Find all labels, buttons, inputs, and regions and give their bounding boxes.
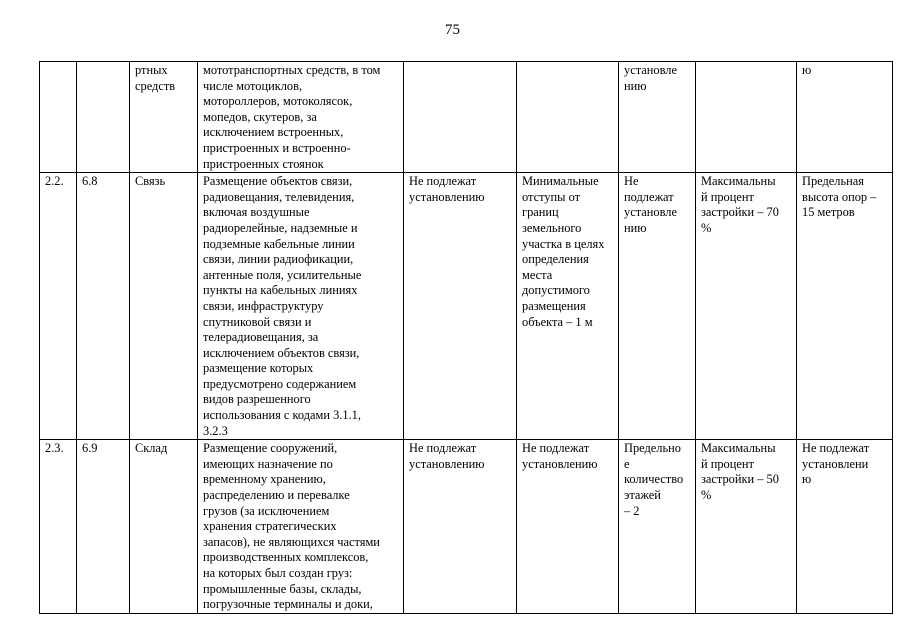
table-row [40,173,893,440]
table-row [40,440,893,614]
use-code-cell: 6.8 [77,173,130,440]
other-params-cell: Предельная высота опор – 15 метров [797,173,893,440]
use-description-cell: мототранспортных средств, в том числе мотоциклов, мотороллеров, мотоколясок, мопедов, скутеров, за исключением встроенных, пристроенных и встроенно- пристроенных стоянок [198,62,404,173]
row-number-cell [40,62,77,173]
floors-cell: Не подлежат установле нию [619,173,696,440]
row-number-cell: 2.3. [40,440,77,614]
coverage-cell: Максимальны й процент застройки – 50 % [696,440,797,614]
use-name-cell: Связь [130,173,198,440]
floors-cell: установле нию [619,62,696,173]
use-code-cell: 6.9 [77,440,130,614]
use-name-cell: ртных средств [130,62,198,173]
plot-size-cell: Не подлежат установлению [404,173,517,440]
table-row [40,62,893,173]
use-code-cell [77,62,130,173]
coverage-cell [696,62,797,173]
regulations-table [39,61,893,614]
use-description-cell: Размещение объектов связи, радиовещания, телевидения, включая воздушные радиорелейные, надземные и подземные кабельные линии связи, линии радиофикации, антенные поля, усилительные пункты на кабельных линиях связи, инфраструктуру спутниковой связи и телерадиовещания, за исключением объектов связи, размещение которых предусмотрено содержанием видов разрешенного использования с кодами 3.1.1, 3.2.3 [198,173,404,440]
plot-size-cell: Не подлежат установлению [404,440,517,614]
plot-size-cell [404,62,517,173]
other-params-cell: ю [797,62,893,173]
setbacks-cell [517,62,619,173]
other-params-cell: Не подлежат установлени ю [797,440,893,614]
row-number-cell: 2.2. [40,173,77,440]
setbacks-cell: Минимальные отступы от границ земельного участка в целях определения места допустимого размещения объекта – 1 м [517,173,619,440]
page-number: 75 [445,22,460,38]
use-name-cell: Склад [130,440,198,614]
floors-cell: Предельно е количество этажей – 2 [619,440,696,614]
setbacks-cell: Не подлежат установлению [517,440,619,614]
coverage-cell: Максимальны й процент застройки – 70 % [696,173,797,440]
use-description-cell: Размещение сооружений, имеющих назначение по временному хранению, распределению и перевалке грузов (за исключением хранения стратегических запасов), не являющихся частями производственных комплексов, на которых был создан груз: промышленные базы, склады, погрузочные терминалы и доки, [198,440,404,614]
